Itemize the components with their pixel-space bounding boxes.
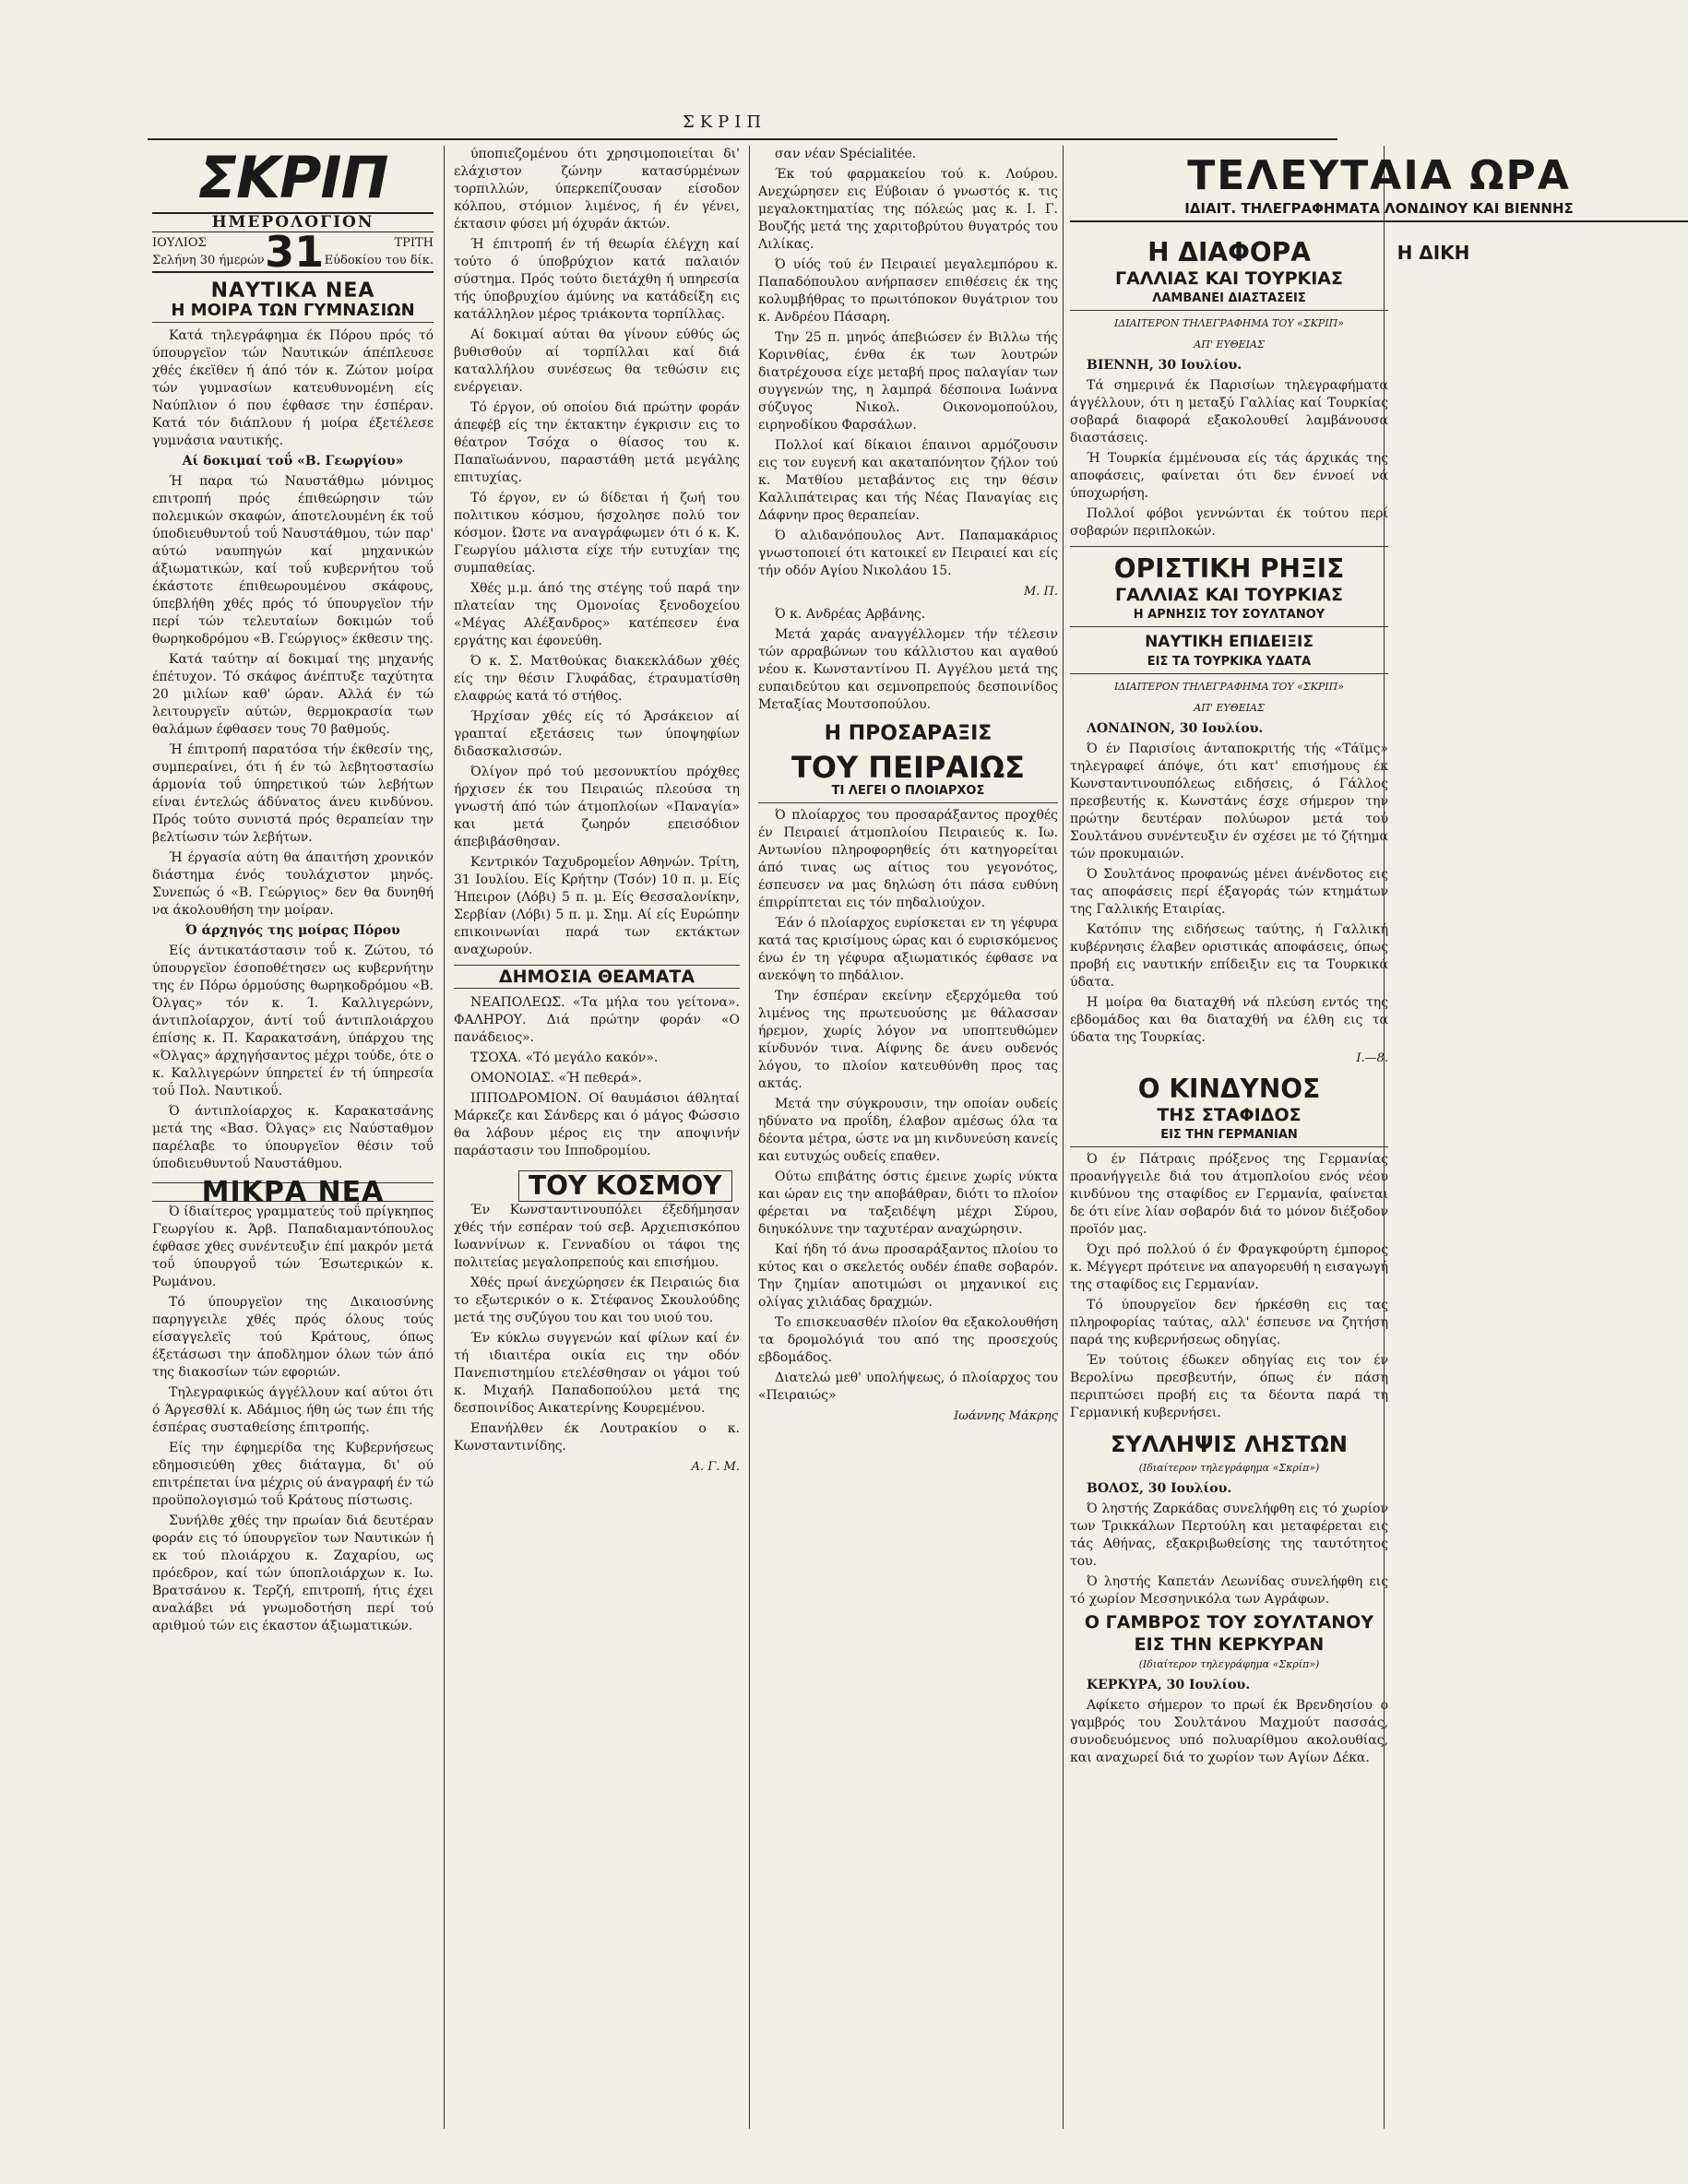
article-paragraph: Συνήλθε χθές την πρωίαν διά δευτέραν φοράν εις τό ύπουργεϊον των Ναυτικών ή εκ τού πλοιάρχου κ. Ζαχαρίου, ως πρόεδρον, καί τών ύποπλοιάρχων κ. Ιω. Βρατσάνου κ. Τερζή, επιτροπή, ήτις έχει αναλάβει νά γνωμοδοτήση περί τού αριθμού τών εις έκαστον άξιωματικών. [152, 1513, 434, 1633]
story-tag: (Ιδιαίτερον τηλεγράφημα «Σκρίπ») [1138, 1462, 1320, 1474]
article-paragraph: Ή έπιτροπή παρατόσα τήν έκθεσίν της, συμπεραίνει, ότι ή έν τώ λεβητοστασίω άρμονία τοΰ ύπηρετικού τών λεβήτων είναι έντελώς άδύνατος άνευ κινδύνου. Πρός τούτο συνιστά πρός θεραπείαν την βελτίωσιν τών λεβήτων. [152, 742, 434, 845]
calendar-right [325, 234, 434, 269]
story-title: ΣΥΛΛΗΨΙΣ ΛΗΣΤΩΝ [1111, 1431, 1348, 1457]
article-paragraph: ύποπιεζομένου ότι χρησιμοποιείται δι' ελάχιστον ζώνην κατασύρμένων τορπιλλών, ύπερκεπίζουσαν είσοδον κόλπου, στόμιον λιμένος, ή έν γένει, έκτασιν φύσει μή όχυράν άκτών. [454, 147, 740, 231]
story-title: Η ΔΙΚΗ [1397, 242, 1470, 264]
society-title: ΤΟΥ ΚΟΣΜΟΥ [518, 1170, 732, 1202]
story-title-2: ΤΗΣ ΣΤΑΦΙΔΟΣ [1157, 1105, 1302, 1125]
article-paragraph: Ό άντιπλοίαρχος κ. Καρακατσάνης μετά της «Βασ. Όλγας» εις Ναύσταθμον παρέλαβε το ύπουργεϊον θέσιν τοΰ ύποδιευθυντοΰ Ναυστάθμου. [152, 1104, 434, 1171]
article-paragraph: Ή έπιτροπή έν τή θεωρία έλέγχη καί τούτο ό ύποβρύχιον κατά παλαιόν σύστημα. Πρός τούτο διετάχθη ή υπηρεσία τής ύποβρυχίου άμύνης να κατάδείξη εις κατάλληλον μέρος τριάκοντα τορπίλλας. [454, 237, 740, 322]
article-paragraph: Ό έν Πάτραις πρόξενος της Γερμανίας προανήγγειλε διά του άτμοπλοίου ενός νέου κινδύνου της σταφίδος εν Γερμανία, φαίνεται δε ότι είνε λίαν σοβαρόν διά το μόνον διέξοδον προϊόν μας. [1070, 1152, 1388, 1237]
story-title-2: ΕΙΣ ΤΗΝ ΚΕΡΚΥΡΑΝ [1134, 1634, 1325, 1655]
article-paragraph: Ό αλιδανόπουλος Αντ. Παπαμακάριος γνωστοποιεί ότι κατοικεί εν Πειραιεί και είς τήν οδόν Αγίου Νικολάου 15. [758, 528, 1058, 578]
theatre-item: ΤΣΟΧΑ. «Τό μεγάλο κακόν». [470, 1050, 659, 1065]
story-tag: ΙΔΙΑΙΤΕΡΟΝ ΤΗΛΕΓΡΑΦΗΜΑ ΤΟΥ «ΣΚΡΙΠ» [1114, 681, 1344, 693]
story-sub-2: ΝΑΥΤΙΚΗ ΕΠΙΔΕΙΞΙΣ [1145, 633, 1314, 651]
calendar-row [152, 226, 434, 277]
article-paragraph: Πολλοί καί δίκαιοι έπαινοι αρμόζουσιν εις τον ευγενή και ακαταπόνητον ζήλον τού κ. Ματθίου μεταβάντος εις την θέσιν Καλλιπάτειρας και τής Νέας Παναγίας εις Δάφνην προς θεραπείαν. [758, 438, 1058, 523]
article-paragraph: Τό έργον, εν ώ δίδεται ή ζωή του πολιτικου κόσμου, ήσχολησε πολύ τον κόσμον. Ώστε να αναγράφωμεν ότι ό κ. Κ. Γεωργίου μάλιστα είχε τήν ευτυχίαν της συμπαθείας. [454, 491, 740, 576]
article-paragraph: Ή έργασία αύτη θα άπαιτήση χρονικόν διάστημα ένός τουλάχιστον μηνός. Συνεπώς ό «Β. Γεώργιος» δεν θα δυνηθή να άκολουθήση την μοίραν. [152, 850, 434, 918]
story-tag-2: ΑΠ' ΕΥΘΕΙΑΣ [1194, 702, 1265, 714]
dateline: ΒΙΕΝΝΗ, 30 Ιουλίου. [1087, 358, 1242, 373]
section-title: ΝΑΥΤΙΚΑ ΝΕΑ [210, 279, 375, 303]
article-paragraph: Ό υίός τού έν Πειραιεί μεγαλεμπόρου κ. Παπαδόπουλου ανήρπασεν επιθέσεις έκ της κολυμβήθρας το πρωιτόποκον θυγάτριον του κ. Ανδρέου Πάσαρη. [758, 257, 1058, 325]
article-paragraph: Καί ήδη τό άνω προσαράξαντος πλοίου το κύτος και ο σκελετός ουδέν έπαθε σοβαρόν. Την ζημίαν αποτιμώσι οι μηχανικοί εις ολίγας χιλιάδας δραχμών. [758, 1242, 1058, 1310]
article-paragraph: Ή Τουρκία έμμένουσα είς τάς άρχικάς της αποφάσεις, φαίνεται ότι δεν έννοεί νά ύποχωρήση. [1070, 451, 1388, 501]
dateline: ΛΟΝΔΙΝΟΝ, 30 Ιουλίου. [1087, 721, 1264, 736]
story-title: Ο ΓΑΜΒΡΟΣ ΤΟΥ ΣΟΥΛΤΑΝΟΥ [1084, 1612, 1374, 1632]
story-title: ΟΡΙΣΤΙΚΗ ΡΗΞΙΣ [1113, 553, 1345, 584]
column-divider [444, 146, 445, 2129]
article-paragraph: Είς άντικατάστασιν τοΰ κ. Ζώτου, τό ύπουργεϊον έσοποθέτησεν ως κυβερνήτην της έν Πόρω όρμούσης θωρηκοδρόμου «Β. Όλγας» τόν κ. Ί. Καλλιγερώνν, άντιπλοίαρχον, άντί τοΰ άντιπλοιάρχου έπίσης κ. Π. Καρακατσάνη, ύπάρχου της «Όλγας» άρχηγήσαντος μέχρι τούδε, ότε ο κ. Καλλιγερώνν ύπηρετεί έν τή ύπηρεσία τοΰ Πολ. Ναυτικοΰ. [152, 944, 434, 1098]
theatre-item: ΙΠΠΟΔΡΟΜΙΟΝ. Οί θαυμάσιοι άθληταί Μάρκεζε και Σάνδερς και ό μάγος Φώσσιο θα λάβουν μέρος εις την αποψινήν παράστασιν του Ιπποδρομίου. [454, 1091, 740, 1158]
article-paragraph: Ό πλοίαρχος του προσαράξαντος προχθές έν Πειραιεί άτμοπλοίου Πειραιεύς κ. Ιω. Αντωνίου πληροφορηθείς ότι κατηγορείται άπό τινας ως αίτιος του γεγονότος, έσπευσεν να μας δηλώση ότι πάσα ευθύνη έπιρρίπτεται εις τόν πηδαλιούχον. [758, 808, 1058, 910]
calendar-left [152, 234, 265, 269]
article-paragraph: Ό κ. Σ. Ματθούκας διακεκλάδων χθές είς την θέσιν Γλυφάδας, έτραυματίσθη ελαφρώς κατά τό στήθος. [454, 654, 740, 704]
story-title-2: ΓΑΛΛΙΑΣ ΚΑΙ ΤΟΥΡΚΙΑΣ [1115, 268, 1343, 289]
calendar-left-note: Σελήνη 30 ήμερών [152, 254, 265, 267]
divider [1070, 546, 1388, 547]
article-paragraph: Μετά χαράς αναγγέλλομεν τήν τέλεσιν τών αρραβώνων του κάλλιστου και αγαθού νέου κ. Κωνσταντίνου Π. Αγγέλου μετά της ευπαιδεύτου και σεμνοπρεπούς δεσποινίδος Μεταξίας Μουτσοπούλου. [758, 627, 1058, 712]
article-paragraph: Έν τούτοις έδωκεν οδηγίας εις τον έν Βερολίνω πρεσβευτήν, όπως έν πάση περιπτώσει προβή εις τα δέοντα παρά τη Γερμανική κυβερνήσει. [1070, 1353, 1388, 1420]
calendar-title: ΗΜΕΡΟΛΟΓΙΟΝ [152, 212, 434, 232]
article-paragraph: Το επισκευασθέν πλοίον θα εξακολουθήση τα δρομολόγιά του από της προσεχούς εβδομάδος. [758, 1315, 1058, 1365]
article-paragraph: Κεντρικόν Ταχυδρομεΐον Αθηνών. Τρίτη, 31 Ιουλίου. Είς Κρήτην (Τσόν) 10 π. μ. Είς Ήπειρον (Λόβι) 5 π. μ. Είς Θεσσαλονίκην, Σερβίαν (Λόβι) 5 π. μ. Σημ. Αί είς Ευρώπην επικοινωνίαι παρά των εκτάκτων αναχωρούν. [454, 855, 740, 957]
story-sub: ΛΑΜΒΑΝΕΙ ΔΙΑΣΤΑΣΕΙΣ [1070, 290, 1388, 311]
article-paragraph: Τό ύπουργεϊον της Δικαιοσύνης παρηγγειλε χθές πρός όλους τούς είσαγγελεϊς τού Κράτους, όπως έξετάσωσι την άποδλημον όλων τών άπό της διακοσίων τών εφοριών. [152, 1295, 434, 1380]
article-paragraph: Κατόπιν της ειδήσεως ταύτης, ή Γαλλική κυβέρνησις έλαβεν οριστικάς αποφάσεις, όπως προβή εις ναυτικήν επίδειξιν εις τα Τουρκικά ύδατα. [1070, 922, 1388, 990]
article-paragraph: Τά σημερινά έκ Παρισίων τηλεγραφήματα άγγέλλουν, ότι η μεταξύ Γαλλίας καί Τουρκίας σοβαρά διαφορά εξακολουθεί λαμβάνουσα διαστάσεις. [1070, 378, 1388, 445]
article-paragraph: Τηλεγραφικώς άγγέλλουν καί αύτοι ότι ό Άργεσθλί κ. Αδάμιος ήθη ώς των έπι τής έσπέρας συσταθείσης έπιτροπής. [152, 1385, 434, 1435]
story-sub: Η ΑΡΝΗΣΙΣ ΤΟΥ ΣΟΥΛΤΑΝΟΥ [1070, 606, 1388, 627]
column-5 [1393, 231, 1474, 2129]
article-paragraph: Ό έν Παρισίοις άνταποκριτής τής «Τάϊμς» τηλεγραφεί άπόψε, ότι κατ' επισήμους έκ Κωνσταντινουπόλεως ειδήσεις, ό Γάλλος πρεσβευτής κ. Κωνστάνς έσχε σήμερον την πρώτην δευτέραν πολύωρον μετά τού Σουλτάνου συνέντευξιν έν σχέσει με τό ζήτημα τών προκυμαιών. [1070, 742, 1388, 861]
signature: Α. Γ. Μ. [691, 1460, 740, 1474]
article-paragraph: Κατά ταύτην αί δοκιμαί της μηχανής έπέτυχον. Τό σκάφος άνέπτυξε ταχύτητα 20 μιλίων καθ' ώραν. Αλλά έν τώ λειτουργεϊν αύτών, θερμοκρασία των θαλάμων έφθασεν τους 70 βαθμούς. [152, 652, 434, 737]
article-paragraph: Όλίγον πρό τού μεσονυκτίου πρόχθες ήρχισεν έκ του Πειραιώς πλεούσα τη γνωστή άπό τών άτμοπλοίων «Παναγία» και μετά ζωηρόν επεισόδιον άπεβιβάσθησαν. [454, 765, 740, 849]
headline: Η ΠΡΟΣΑΡΑΞΙΣ [824, 722, 993, 745]
theatre-title: ΔΗΜΟΣΙΑ ΘΕΑΜΑΤΑ [454, 965, 740, 989]
masthead: ΣΚΡΙΠ [197, 144, 388, 211]
article-paragraph: Επανήλθεν έκ Λουτρακίου ο κ. Κωνσταντινίδης. [454, 1421, 740, 1454]
banner-subtitle: ΙΔΙΑΙΤ. ΤΗΛΕΓΡΑΦΗΜΑΤΑ ΛΟΝΔΙΝΟΥ ΚΑΙ ΒΙΕΝΝΗΣ [1070, 200, 1688, 222]
top-rule [148, 138, 1337, 140]
article-paragraph: Τό έργον, ού οποίου διά πρώτην φοράν άπεφέβ είς την έκτακτην έγκρισιν εις το θέατρον Τσόχα ο θίασος του κ. Παπαϊωάννου, παραστάθη μετά μεγάλης επιτυχίας. [454, 400, 740, 485]
article-paragraph: Ό ληστής Ζαρκάδας συνελήφθη εις τό χωρίον των Τρικκάλων Περτούλη και μεταφέρεται εις τάς Αθήνας, εξακριβωθείσης της ταυτότητος του. [1070, 1502, 1388, 1569]
theatre-item: ΟΜΟΝΟΙΑΣ. «Ή πεθερά». [470, 1071, 642, 1086]
column-4 [1070, 231, 1388, 2129]
article-paragraph: Ήρχίσαν χθές είς τό Άρσάκειον αί γραπταί εξετάσεις των ύποψηφίων διδασκαλισσών. [454, 709, 740, 759]
story-title: Η ΔΙΑΦΟΡΑ [1147, 237, 1311, 267]
story-tag-2: ΑΠ' ΕΥΘΕΙΑΣ [1194, 338, 1265, 350]
column-2 [454, 146, 740, 2129]
article-paragraph: Είς την έφημερίδα της Κυβερνήσεως εδημοσιεύθη χθες διάταγμα, δι' ού επιτρέπεται ίνα μέχρις ού άναγραφή έν τώ προϋπολογισμώ τοΰ Κράτους πίστωσις. [152, 1441, 434, 1508]
article-paragraph: Η μοίρα θα διαταχθή νά πλεύση εντός της εβδομάδος και θα διαταχθή να έλθη εις τα ύδατα της Τουρκίας. [1070, 995, 1388, 1045]
article-paragraph: Κατά τηλεγράφημα έκ Πόρου πρός τό ύπουργεϊον τών Ναυτικών άπέπλευσε χθές έκεϊθεν ή άπό τόν κ. Ζώτον μοίρα τών γυμνασίων κατευθυνομένη είς Ναύπλιον ό που έφθασε την έσπέραν. Κατά τόν διάπλουν ή μοίρα έξετέλεσε γυμνάσια ναυτικής. [152, 328, 434, 448]
article-paragraph: Διατελώ μεθ' υπολήψεως, ό πλοίαρχος του «Πειραιώς» [758, 1371, 1058, 1403]
article-paragraph: Χθές μ.μ. άπό της στέγης τοΰ παρά την πλατείαν της Ομονοίας ξενοδοχείου «Μέγας Αλέξανδρος» κατέπεσεν ένα εργάτης και έφονεύθη. [454, 581, 740, 648]
column-1 [152, 146, 434, 2129]
article-paragraph: Όχι πρό πολλού ό έν Φραγκφούρτη έμπορος κ. Μέγγερτ πρότεινε να απαγορευθή η εισαγωγή της σταφίδος εις Γερμανίαν. [1070, 1242, 1388, 1292]
theatre-item: ΝΕΑΠΟΛΕΩΣ. «Τα μήλα του γείτονα». ΦΑΛΗΡΟΥ. Διά πρώτην φοράν «Ο πανάδειος». [454, 995, 740, 1045]
calendar-month: ΙΟΥΛΙΟΣ [152, 236, 207, 250]
signature: Ι.—8. [1356, 1051, 1388, 1065]
story-title: Ο ΚΙΝΔΥΝΟΣ [1137, 1074, 1321, 1104]
story-sub: ΕΙΣ ΤΗΝ ΓΕΡΜΑΝΙΑΝ [1070, 1126, 1388, 1147]
article-paragraph: Έκ τού φαρμακείου τού κ. Λούρου. Ανεχώρησεν εις Εύβοιαν ό γνωστός κ. τις μεγαλοκτηματίας της πόλεώς μας κ. Ι. Γ. Βουζής μετά της χαριτοβρύτου θυγατρός του Λιλίκας. [758, 167, 1058, 252]
article-paragraph: Τό ύπουργεϊον δεν ήρκέσθη εις τας πληροφορίας ταύτας, αλλ' έσπευσε να ζητήση παρά της κυβερνήσεως οδηγίας. [1070, 1298, 1388, 1347]
article-paragraph: Αφίκετο σήμερον το πρωί έκ Βρενδησίου ο γαμβρός του Σουλτάνου Μαχμούτ πασσάς, συνοδευόμενος υπό πολυαρίθμου ακολουθίας, και αναχωρεί διά το χωρίον των Αγίων Δέκα. [1070, 1698, 1388, 1765]
calendar-right-note: Εύδοκίου του δίκ. [324, 254, 434, 267]
article-paragraph: Την 25 π. μηνός άπεβιώσεν έν Βιλλω τής Κορινθίας, ένθα έκ των λουτρών διατρέχουσα είχε μεταβή προς παλαγίαν των συγγενών της, η λαμπρά δέσποινα Ιωάννα σύζυγος Νικολ. Οικονομοπούλου, ειρηνοδίκου Φαρσάλων. [758, 330, 1058, 433]
dateline: ΚΕΡΚΥΡΑ, 30 Ιουλίου. [1087, 1678, 1251, 1692]
article-paragraph: Ή παρα τώ Ναυστάθμω μόνιμος επιτροπή πρός έπιθεώρησιν τών πολεμικών σκαφών, άποτελουμένη έκ τοΰ ύποδιευθυντοΰ τοΰ Ναυστάθμου, τών παρ' αύτώ ναυπηγών καί μηχανικών άξιωματικών, καί τοΰ κυβερνήτου τοΰ έκάστοτε έπιθεωρουμένου σκάφους, ύπεβλήθη χθές πρός τό ύπουργεϊον τήν περί τών τελευταίων δοκιμών τοΰ θωρηκοδρόμου «Β. Γεώργιος» έκθεσιν της. [152, 474, 434, 647]
calendar-day: 31 [265, 226, 325, 277]
article-paragraph: Έν Κωνσταντινουπόλει έξεδήμησαν χθές τήν εσπέραν τού σεβ. Αρχιεπισκόπου Ιωαννίνων κ. Γενναδίου οι τάφοι της πολιτείας μεγαλοπρεπούς και επισήμου. [454, 1203, 740, 1270]
page-top-mark: ΣΚΡΙΠ [683, 113, 767, 132]
article-paragraph: Χθές πρωί άνεχώρησεν έκ Πειραιώς δια το εξωτερικόν ο κ. Στέφανος Σκουλούδης μετά της συζύγου του και του υιού του. [454, 1276, 740, 1325]
signature: Μ. Π. [1023, 585, 1058, 599]
signature: Ιωάννης Μάκρης [954, 1409, 1058, 1423]
headline-sub: ΤΙ ΛΕΓΕΙ Ο ΠΛΟΙΑΡΧΟΣ [758, 782, 1058, 803]
article-paragraph: Πολλοί φόβοι γεννώνται έκ τούτου περί σοβαρών περιπλοκών. [1070, 506, 1388, 539]
article-subhead: Ό άρχηγός της μοίρας Πόρου [185, 923, 400, 938]
story-tag: (Ιδιαίτερον τηλεγράφημα «Σκρίπ») [1138, 1658, 1320, 1670]
section-subtitle: Η ΜΟΙΡΑ ΤΩΝ ΓΥΜΝΑΣΙΩΝ [152, 302, 434, 323]
column-divider [749, 146, 750, 2129]
story-title-2: ΓΑΛΛΙΑΣ ΚΑΙ ΤΟΥΡΚΙΑΣ [1115, 585, 1343, 605]
calendar-weekday: ΤΡΙΤΗ [394, 236, 434, 250]
article-paragraph: Μετά την σύγκρουσιν, την οποίαν ουδείς ηδύνατο να προΐδη, έλαβον αμέσως όλα τα δέοντα μέτρα, ώστε να μη κινδυνεύση κανείς και ευτυχώς ουδείς επαθεν. [758, 1097, 1058, 1164]
article-paragraph: Έν κύκλω συγγενών καί φίλων καί έν τή ιδιαιτέρα οικία εις την οδόν Πανεπιστημίου ετελέσθησαν οι γάμοι τού κ. Μιχαήλ Παπαδοπούλου μετά της δεσποινίδος Αικατερίνης Κουρεμένου. [454, 1331, 740, 1416]
article-paragraph: Ό Σουλτάνος προφανώς μένει άνένδοτος εις τας αποφάσεις περί έξαγοράς τών κτημάτων της Γαλλικής Εταιρίας. [1070, 867, 1388, 917]
article-paragraph: Ό ληστής Καπετάν Λεωνίδας συνελήφθη εις τό χωρίον Μεσσηνικόλα των Αγράφων. [1070, 1574, 1388, 1607]
column-3 [758, 146, 1058, 2129]
story-tag: ΙΔΙΑΙΤΕΡΟΝ ΤΗΛΕΓΡΑΦΗΜΑ ΤΟΥ «ΣΚΡΙΠ» [1114, 317, 1344, 329]
story-sub-3: ΕΙΣ ΤΑ ΤΟΥΡΚΙΚΑ ΥΔΑΤΑ [1070, 653, 1388, 674]
article-paragraph: Ό κ. Ανδρέας Αρβάνης. [775, 607, 926, 622]
last-hour-banner [1070, 152, 1688, 222]
article-paragraph: Την έσπέραν εκείνην εξερχόμεθα τού λιμένος της πρωτευούσης με θάλασσαν ήρεμον, χωρίς λόγον να υποπτευθώμεν κίνδυνόν τινα. Αίφνης δε άνευ ουδενός λόγου, το πλοίον κατευθύνθη προς τας ακτάς. [758, 989, 1058, 1091]
article-paragraph: Έάν ό πλοίαρχος ευρίσκεται εν τη γέφυρα κατά τας κρισίμους ώρας και ό ευρισκόμενος ένω έν τη γέφυρα αξιωματικός έφθασε να ανεκόψη το πηδάλιον. [758, 916, 1058, 983]
article-subhead: Αί δοκιμαί τοΰ «Β. Γεωργίου» [182, 454, 404, 469]
article-paragraph: σαν νέαν Spécialitée. [775, 147, 917, 161]
article-paragraph: Ούτω επιβάτης όστις έμεινε χωρίς νύκτα και ώραν εις την αποβάθραν, διότι το πλοίον φέρεται να ταξειδέψη μέχρι Σύρου, διηυκόλυνε την ταχυτέραν αναχώρησιν. [758, 1169, 1058, 1237]
article-paragraph: Ό ίδιαίτερος γραμματεύς τοΰ πρίγκηπος Γεωργίου κ. Άρβ. Παπαδιαμαντόπουλος έφθασε χθες συνέντευξιν έπί μακρόν μετά τοΰ ύπουργοΰ τών Έσωτερικών κ. Ρωμάνου. [152, 1205, 434, 1289]
column-divider [1063, 146, 1064, 2129]
section-title: ΜΙΚΡΑ ΝΕΑ [152, 1182, 434, 1202]
banner-title: ΤΕΛΕΥΤΑΙΑ ΩΡΑ [1187, 152, 1571, 199]
article-paragraph: Αί δοκιμαί αύται θα γίνουν εύθύς ώς βυθισθούν αί τορπίλλαι καί διά καταλλήλου συνέσεως θα τεθώσιν εις ενέργειαν. [454, 327, 740, 395]
dateline: ΒΟΛΟΣ, 30 Ιουλίου. [1087, 1481, 1232, 1496]
headline-2: ΤΟΥ ΠΕΙΡΑΙΩΣ [791, 750, 1026, 785]
